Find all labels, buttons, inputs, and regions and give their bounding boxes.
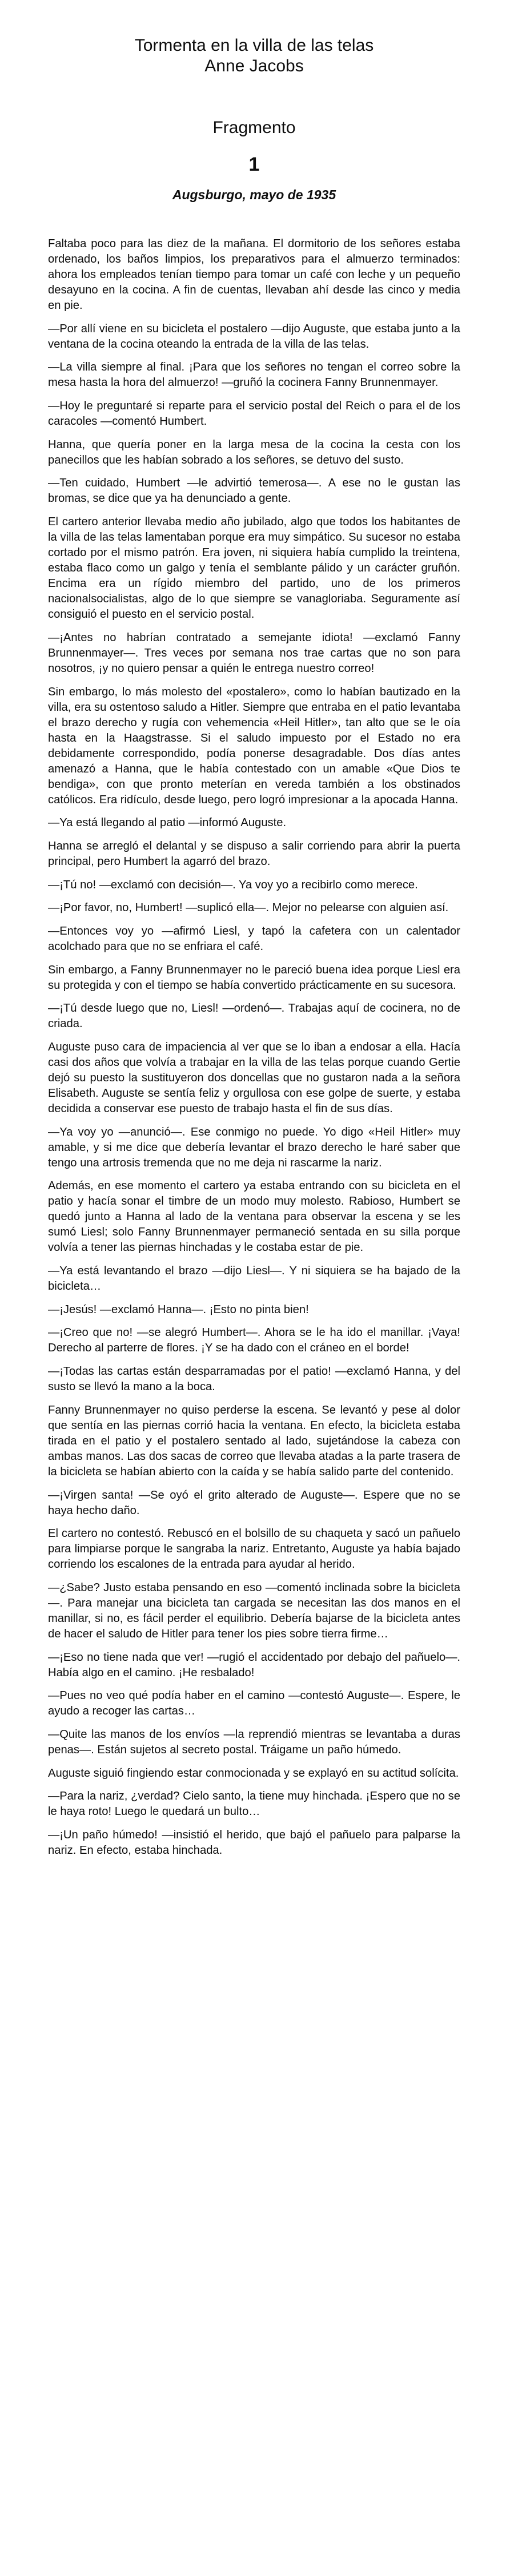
paragraph: —¡Un paño húmedo! —insistió el herido, que bajó el pañuelo para palparse la nariz. En efecto, estaba hinchada. [48, 1829, 460, 1857]
paragraph: Además, en ese momento el cartero ya estaba entrando con su bicicleta en el patio y hacía sonar el timbre de un modo muy molesto. Rabioso, Humbert se quedó junto a Hanna al lado de la ventana para observar la escena y se les sumó Liesl; solo Fanny Brunnenmayer permaneció sentada en su silla porque volvía a tener las piernas hinchadas y le costaba estar de pie. [48, 1180, 460, 1254]
paragraph: —Por allí viene en su bicicleta el postalero —dijo Auguste, que estaba junto a la ventana de la cocina oteando la entrada de la villa de las telas. [48, 322, 460, 351]
paragraph: —¡Antes no habrían contratado a semejante idiota! —exclamó Fanny Brunnenmayer—. Tres veces por semana nos trae cartas que no son para nosotros, ¡y no quiero pensar a quién le entrega nuestro correo! [48, 631, 460, 675]
paragraph: —¡Tú desde luego que no, Liesl! —ordenó—. Trabajas aquí de cocinera, no de criada. [48, 1002, 460, 1031]
paragraph: —¿Sabe? Justo estaba pensando en eso —comentó inclinada sobre la bicicleta—. Para manejar una bicicleta tan cargada se necesitan las dos manos en el manillar, si no, es fácil perder el equilibrio. Debería bajarse de la bicicleta antes de hacer el saludo de Hitler para tener los pies sobre tierra firme… [48, 1581, 460, 1640]
paragraph: —¡Virgen santa! —Se oyó el grito alterado de Auguste—. Espere que no se haya hecho daño. [48, 1488, 460, 1517]
paragraph: —¡Eso no tiene nada que ver! —rugió el accidentado por debajo del pañuelo—. Había algo en el camino. ¡He resbalado! [48, 1651, 460, 1679]
paragraph: —¡Jesús! —exclamó Hanna—. ¡Esto no pinta bien! [48, 1303, 309, 1316]
paragraph: —¡Por favor, no, Humbert! —suplicó ella—. Mejor no pelearse con alguien así. [48, 901, 449, 915]
paragraph: —La villa siempre al final. ¡Para que los señores no tengan el correo sobre la mesa hasta la hora del almuerzo! —gruñó la cocinera Fanny Brunnenmayer. [48, 361, 460, 389]
body-text [48, 236, 460, 1858]
paragraph: Sin embargo, lo más molesto del «postalero», como lo habían bautizado en la villa, era su ostentoso saludo a Hitler. Siempre que entraba en el patio levantaba el brazo derecho y rugía con vehemencia «Heil Hitler», tan alto que se le oía hasta en la Haagstrasse. Si el saludo impuesto por el Estado no era debidamente correspondido, podía ponerse desagradable. Dos días antes amenazó a Hanna, que le había contestado con un amable «Que Dios te bendiga», con que pronto meterían en vereda también a los obstinados católicos. Era ridículo, desde luego, pero logró impresionar a la apocada Hanna. [48, 685, 460, 806]
fragment-label: Fragmento [212, 118, 296, 137]
book-title: Tormenta en la villa de las telas [134, 36, 374, 55]
paragraph: —Ya voy yo —anunció—. Ese conmigo no puede. Yo digo «Heil Hitler» muy amable, y si me dice que debería levantar el brazo derecho le haré saber que tengo una artrosis tremenda que no me deja ni rascarme la nariz. [48, 1125, 460, 1169]
paragraph: El cartero anterior llevaba medio año jubilado, algo que todos los habitantes de la villa de las telas lamentaban porque era muy simpático. Su sucesor no estaba cortado por el mismo patrón. Era joven, ni siquiera había cumplido la treintena, estaba flaco como un galgo y tenía el semblante pálido y un carácter gruñón. Encima era un rígido miembro del partido, uno de los primeros nacionalsocialistas, algo de lo que siempre se vanagloriaba. Seguramente así consiguió el puesto en el servicio postal. [48, 516, 460, 621]
paragraph: —Ya está llegando al patio —informó Auguste. [48, 816, 287, 830]
paragraph: Fanny Brunnenmayer no quiso perderse la escena. Se levantó y pese al dolor que sentía en las piernas corrió hacia la ventana. En efecto, la bicicleta estaba tirada en el patio y el postalero sentado al lado, sujetándose la cabeza con ambas manos. Las dos sacas de correo que llevaba atadas a la parte trasera de la bicicleta se habían abierto con la caída y se había salido parte del contenido. [48, 1403, 460, 1478]
paragraph: —¡Creo que no! —se alegró Humbert—. Ahora se le ha ido el manillar. ¡Vaya! Derecho al parterre de flores. ¡Y se ha dado con el cráneo en el borde! [48, 1326, 460, 1355]
paragraph: —Ya está levantando el brazo —dijo Liesl—. Y ni siquiera se ha bajado de la bicicleta… [48, 1265, 460, 1293]
paragraph: —Pues no veo qué podía haber en el camino —contestó Auguste—. Espere, le ayudo a recoger las cartas… [48, 1689, 460, 1718]
paragraph: El cartero no contestó. Rebuscó en el bolsillo de su chaqueta y sacó un pañuelo para limpiarse porque le sangraba la nariz. Entretanto, Auguste ya había bajado corriendo los escalones de la entrada para ayudar al herido. [48, 1527, 460, 1571]
chapter-dateline: Augsburgo, mayo de 1935 [172, 187, 336, 202]
paragraph: —¡Tú no! —exclamó con decisión—. Ya voy yo a recibirlo como merece. [48, 878, 418, 891]
paragraph: Hanna se arregló el delantal y se dispuso a salir corriendo para abrir la puerta principal, pero Humbert la agarró del brazo. [48, 839, 460, 868]
paragraph: Auguste puso cara de impaciencia al ver que se lo iban a endosar a ella. Hacía casi dos años que volvía a trabajar en la villa de las telas porque cuando Gertie dejó su puesto la sustituyeron dos doncellas que no gustaron nada a la señora Elisabeth. Auguste se sentía feliz y orgullosa con ese golpe de suerte, y estaba decidida a conservar ese puesto de trabajo hasta el fin de sus días. [48, 1041, 460, 1115]
chapter-number: 1 [248, 154, 260, 175]
paragraph: Sin embargo, a Fanny Brunnenmayer no le pareció buena idea porque Liesl era su protegida y con el tiempo se había convertido prácticamente en su sucesora. [48, 963, 460, 992]
paragraph: Auguste siguió fingiendo estar conmocionada y se explayó en su actitud solícita. [48, 1766, 459, 1780]
paragraph: —Para la nariz, ¿verdad? Cielo santo, la tiene muy hinchada. ¡Espero que no se le haya roto! Luego le quedará un bulto… [48, 1790, 460, 1818]
paragraph: —Entonces voy yo —afirmó Liesl, y tapó la cafetera con un calentador acolchado para que no se enfriara el café. [48, 924, 460, 953]
book-author: Anne Jacobs [204, 57, 304, 75]
paragraph: —Quite las manos de los envíos —la reprendió mientras se levantaba a duras penas—. Están sujetos al secreto postal. Tráigame un paño húmedo. [48, 1728, 460, 1756]
paragraph: Faltaba poco para las diez de la mañana. El dormitorio de los señores estaba ordenado, los baños limpios, los preparativos para el almuerzo terminados: ahora los empleados tenían tiempo para tomar un café con leche y un pequeño desayuno en la cocina. A fin de cuentas, llevaban ahí desde las cinco y media en pie. [48, 238, 460, 312]
paragraph: Hanna, que quería poner en la larga mesa de la cocina la cesta con los panecillos que les habían sobrado a los señores, se detuvo del susto. [48, 438, 460, 466]
paragraph: —Hoy le preguntaré si reparte para el servicio postal del Reich o para el de los caracoles —comentó Humbert. [48, 400, 460, 428]
paragraph: —Ten cuidado, Humbert —le advirtió temerosa—. A ese no le gustan las bromas, se dice que ya ha denunciado a gente. [48, 477, 460, 505]
paragraph: —¡Todas las cartas están desparramadas por el patio! —exclamó Hanna, y del susto se llevó la mano a la boca. [48, 1365, 460, 1394]
